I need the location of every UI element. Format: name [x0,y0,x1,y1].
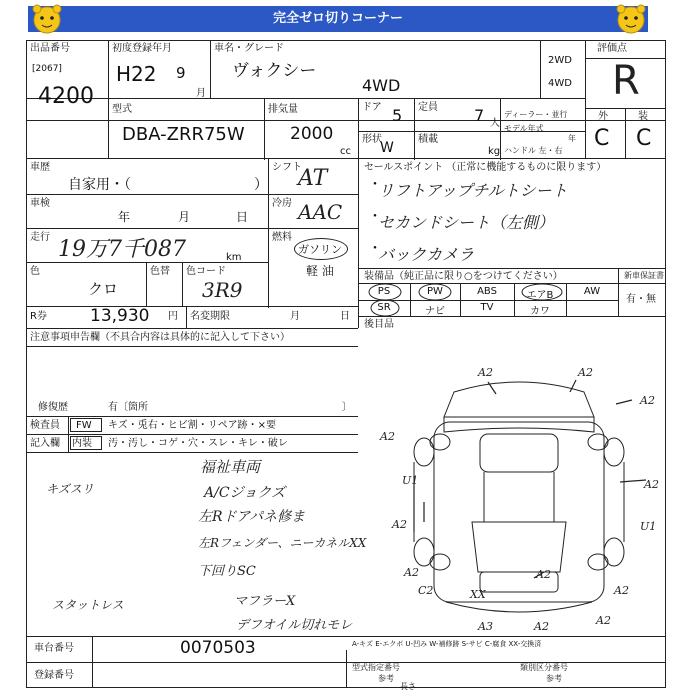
mark-a2-4: A2 [380,430,395,443]
repair-value: 有〔箇所 [108,402,148,413]
loading-unit: kg [488,146,501,157]
equip-airbag: エアB [526,290,554,301]
banner-title: 完全ゼロ切りコーナー [28,6,648,32]
sales-points-label: セールスポイント （正常に機能するものに限ります） [364,162,607,173]
left-note-2: スタットレス [52,598,124,612]
displacement-unit: cc [340,146,351,157]
registration-label: 登録番号 [34,670,74,681]
inspector-note-1: 福祉車両 [200,458,261,476]
shift-label: シフト [272,162,302,173]
reg-class-ref: 参考 [546,674,562,683]
inspector-note-6: マフラーX [234,594,296,609]
equip-ps: PS [377,286,391,297]
reg-length-label: 長さ [400,682,416,691]
equipment-label: 装備品（純正品に限り○をつけてください） [364,271,563,282]
model-year-unit: 年 [568,134,576,143]
warranty-options: 有・無 [626,294,656,305]
check-row2-items: 汚・汚し・コゲ・穴・スレ・キレ・破レ [108,438,288,449]
equip-pw: PW [427,286,443,297]
lot-label: 出品番号 [30,43,70,54]
body-type-value: W [380,140,394,156]
color-change-label: 色替 [150,266,170,277]
chassis-value: 0070503 [180,638,256,658]
mark-xx: XX [470,588,486,601]
name-change-day: 日 [340,311,350,322]
recycle-unit: 円 [168,311,178,322]
mileage-label: 走行 [30,232,50,243]
mark-a2-9: A2 [534,620,549,633]
drive-2wd: 2WD [548,55,572,66]
left-note-1: キズスリ [46,482,94,496]
rating-value: R [612,58,640,104]
first-reg-label: 初度登録年月 [112,43,172,54]
inspector-note-4: 左Rフェンダー、ニーカネルXX [198,536,367,550]
after-seat-label: 後目品 [364,319,394,330]
color-value: クロ [88,280,119,298]
notes-label: 注意事項申告欄（不具合内容は具体的に記入して下さい） [30,332,290,343]
mascot-icon-right [614,2,648,36]
aircon-value: AAC [298,200,343,224]
equip-tv: TV [480,302,494,313]
recycle-value: 13,930 [90,306,150,326]
model-year-label: モデル年式 [504,124,544,133]
inspector-note-5: 下回りSC [198,564,256,579]
dealer-label: ディーラー・並行 [504,110,568,119]
aircon-label: 冷房 [272,198,292,209]
loading-label: 積載 [418,134,438,145]
name-change-month: 月 [290,311,300,322]
capacity-unit: 人 [490,118,500,129]
warranty-label: 新車保証書 [624,271,664,280]
handle-label: ハンドル 左・右 [504,146,563,155]
car-name: ヴォクシー [232,61,317,81]
usage-label: 車歴 [30,162,50,173]
displacement-label: 排気量 [268,104,298,115]
inspector-note-2: A/Cジョクズ [204,485,286,501]
mark-a2-7: A2 [404,566,419,579]
equip-abs: ABS [477,286,497,297]
rating-label: 評価点 [597,43,627,54]
first-reg-era: H22 [116,62,157,86]
usage-value: 自家用・（ [68,177,131,193]
reg-type-ref: 参考 [378,674,394,683]
repair-close: 〕 [342,402,352,413]
mark-c2: C2 [418,584,434,597]
doors-label: ドア [362,102,382,113]
inspector-note-7: デフオイル切れモレ [236,618,353,633]
mark-a2-6: A2 [392,518,407,531]
first-reg-month-unit: 月 [196,88,206,99]
mark-u1-1: U1 [402,474,419,487]
first-reg-month: 9 [176,64,186,82]
damage-legend: A-キズ E-エクボ U-凹み W-補修跡 S-サビ C-腐食 XX-交換済 [352,640,542,648]
lot-sub: [2067] [32,64,62,74]
car-grade: 4WD [362,76,401,95]
mark-a2-8: A2 [536,568,551,581]
colorcode-value: 3R9 [202,278,243,302]
body-type-label: 形状 [362,134,382,145]
displacement-value: 2000 [290,124,334,144]
check-row1-label: 検査員 [30,420,60,431]
color-label: 色 [30,266,40,277]
fuel-gasoline: ガソリン [298,243,342,256]
check-row2-label: 記入欄 [30,438,60,449]
capacity-value: 7 [474,106,485,125]
mascot-icon-left [30,2,64,36]
sales-point-3: バックカメラ [378,245,475,264]
inspection-label: 車検 [30,198,50,209]
sales-point-1: リフトアップチルトシート [378,181,568,200]
mark-a2-5: A2 [644,478,659,491]
lot-number: 4200 [38,84,94,109]
check-row1-box: FW [76,420,92,431]
model-value: DBA-ZRR75W [122,124,245,145]
equip-aw: AW [583,286,601,297]
check-row2-box: 内装 [72,438,92,449]
recycle-label: R券 [30,311,47,322]
colorcode-label: 色コード [186,266,226,277]
car-label: 車名・グレード [214,43,284,54]
inspector-note-3: 左Rドアパネ修ま [198,509,306,525]
fuel-label: 燃料 [272,232,292,243]
mark-a2-2: A2 [578,366,593,379]
check-row1-items: キズ・兎右・ヒビ割・リペア跡・×要 [108,420,276,431]
usage-close: ） [254,177,268,193]
mark-a2-3: A2 [640,394,655,407]
capacity-label: 定員 [418,102,438,113]
shift-value: AT [298,166,328,191]
mark-a2-10: A2 [596,614,611,627]
fuel-diesel: 軽 油 [306,264,334,278]
model-label: 型式 [112,104,132,115]
inspection-day: 日 [236,210,249,224]
reg-type-label: 型式指定番号 [352,663,400,672]
sales-point-2: セカンドシート（左側） [378,213,555,232]
mileage-unit: km [226,252,242,263]
repair-label: 修復歴 [38,402,68,413]
mileage-value: 19万7千087 [58,237,186,262]
drive-4wd: 4WD [548,78,572,89]
doors-value: 5 [392,106,403,125]
mark-a3: A3 [478,620,493,633]
inspection-month: 月 [178,210,191,224]
equip-leather: カワ [530,306,550,317]
mark-a2-11: A2 [614,584,629,597]
equipment-circles [358,283,568,317]
rating-ext-label: 外 [598,111,608,122]
rating-int-value: C [636,126,652,151]
equip-navi: ナビ [425,306,445,317]
name-change-label: 名変期限 [190,311,230,322]
rating-int-label: 装 [638,111,648,122]
reg-class-label: 類別区分番号 [520,663,568,672]
mark-a2-1: A2 [478,366,493,379]
chassis-label: 車台番号 [34,643,74,654]
mark-u1-2: U1 [640,520,657,533]
rating-ext-value: C [594,126,610,151]
inspection-year: 年 [118,210,131,224]
equip-sr: SR [377,302,391,313]
